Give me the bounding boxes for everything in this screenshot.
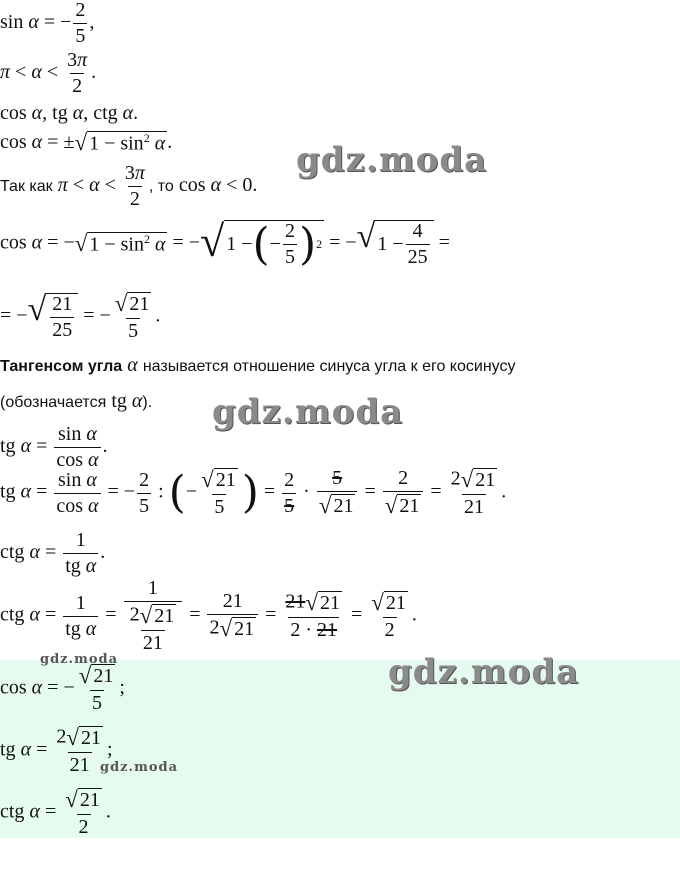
given-range: π < α < $\frac{3\pi}{2}$ . [0, 49, 97, 97]
def-paren-close: ). [142, 394, 153, 411]
cos-calc-line: cos α = − √ $1 - \sin^2 \alpha$ = − √ 1 − ( − $\frac{2}{5}$ ) 2 = − √ 1 − $\frac{4}{25}$ = [0, 217, 450, 270]
answer-cos: cos α = − √ 21 5 ; [0, 663, 125, 714]
watermark: gdz.moda [100, 760, 179, 775]
since-then: , то [148, 178, 174, 196]
find-line: cos α, tg α, ctg α. [0, 102, 139, 124]
answer-ctg: ctg α = √ 21 2 . [0, 787, 111, 838]
tg-notation: (обозначается tg α). [0, 390, 153, 412]
tg-calc-line: tg α = $\frac{\text{sin α}}{\text{cos α}}$ = − $\frac{2}{5}$ : (− √ 21 5 ) = $\frac{2}{5}$ · 5 √ 21 = 2 √ 21 = 2 √ 21 21 . [0, 467, 507, 518]
def-rest: называется отношение синуса угла к его косинусу [142, 358, 516, 375]
def-paren-open: (обозначается [0, 394, 107, 411]
cos-result-line: = − √ $\frac{21}{25}$ = − √ 21 5 . [0, 291, 161, 342]
watermark: gdz.moda [296, 140, 488, 180]
ctg-calc-line: ctg α = $\frac{1}{\text{tg α}}$ = 1 2 √ 21 21 = 21 2 √ 21 = 21 √ 21 2 · 21 = √ 21 2 . [0, 577, 417, 654]
watermark: gdz.moda [388, 652, 580, 692]
answer-tg: tg α = 2 √ 21 21 ; [0, 725, 113, 776]
watermark: gdz.moda [212, 392, 404, 432]
since-prefix: Так как [0, 178, 53, 196]
ctg-formula: ctg α = $\frac{1}{\text{tg α}}$ . [0, 529, 106, 577]
def-term: Тангенсом угла [0, 358, 123, 375]
tg-formula: tg α = $\frac{\text{sin α}}{\text{cos α}}$ . [0, 423, 108, 471]
tg-definition: Тангенсом угла α называется отношение синуса угла к его косинусу [0, 354, 516, 376]
since-line: Так как π < α < $\frac{3\pi}{2}$ , то cos α < 0. [0, 162, 258, 210]
watermark: gdz.moda [40, 652, 119, 667]
cos-formula: cos α = ± √ $1 - \sin^2 \alpha$ . [0, 130, 173, 156]
given-sin: sin α = − $\frac{2}{5}$ , [0, 0, 95, 47]
